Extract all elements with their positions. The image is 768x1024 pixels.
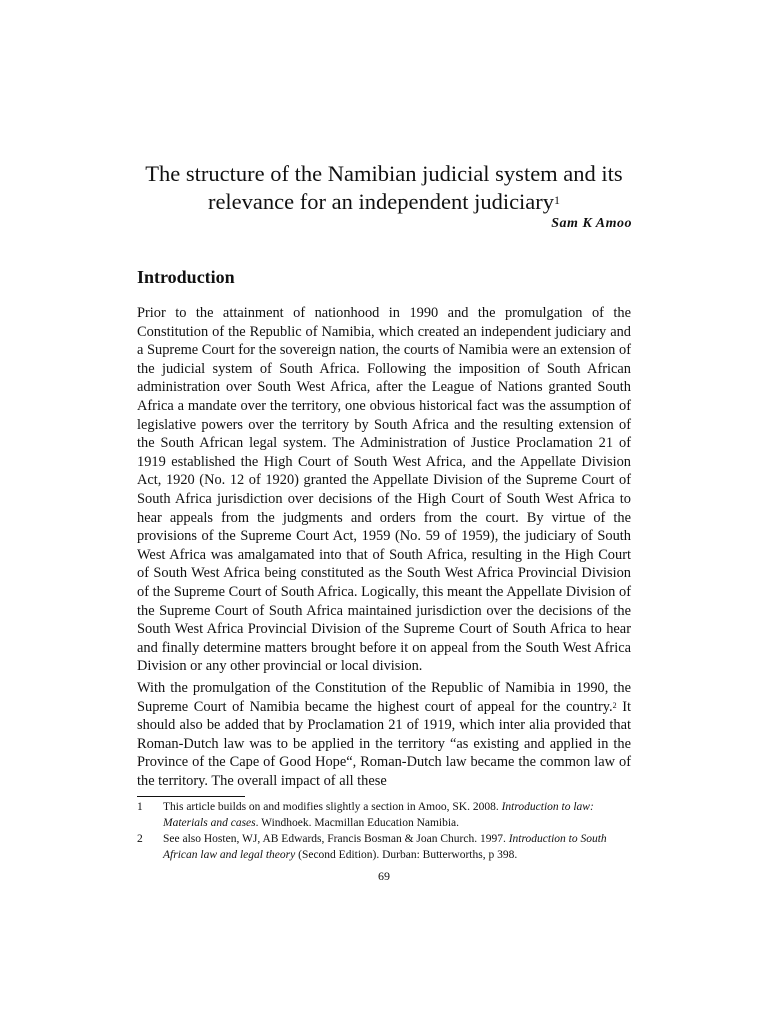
- footnote-text: [163, 832, 631, 863]
- title-footnote-ref[interactable]: 1: [554, 193, 561, 207]
- footnote-divider: [137, 796, 245, 797]
- footnote-1: [137, 800, 631, 831]
- footnote-book-title: Introduction to South African law and legal theory: [163, 833, 607, 861]
- paragraph-2-part-2: It should also be added that by Proclamation 21 of 1919, which inter alia provided that Roman-Dutch law was to be applied in the territory “as existing and applied in the Province of the Cape of Good Hope“, Roman-Dutch law became the common law of the territory. The overall impact of all these: [137, 698, 631, 789]
- footnote-2: [137, 832, 631, 863]
- section-heading: Introduction: [137, 267, 235, 287]
- footnote-text-part: This article builds on and modifies slightly a section in Amoo, SK. 2008.: [163, 801, 502, 813]
- paragraph-2-part-1: With the promulgation of the Constitution of the Republic of Namibia in 1990, the Supreme Court of Namibia became the highest court of appeal for the country.: [137, 680, 631, 715]
- footnote-text-part: See also Hosten, WJ, AB Edwards, Francis Bosman & Joan Church. 1997.: [163, 833, 509, 845]
- paragraph-2: [137, 679, 631, 791]
- article-title: [120, 160, 648, 216]
- footnote-text: [163, 800, 631, 831]
- author-name: Sam K Amoo: [551, 216, 632, 231]
- page-number: 69: [378, 869, 390, 883]
- footnote-text-part: . Windhoek. Macmillan Education Namibia.: [255, 816, 460, 829]
- title-line-1: The structure of the Namibian judicial system and its: [145, 161, 623, 186]
- footnote-ref-2[interactable]: 2: [612, 700, 617, 710]
- footnote-number: 1: [137, 801, 143, 813]
- title-line-2: relevance for an independent judiciary: [207, 189, 555, 214]
- footnote-number: 2: [137, 833, 143, 845]
- footnote-text-part: (Second Edition). Durban: Butterworths, p 398.: [295, 848, 518, 861]
- footnote-book-title: Introduction to law: Materials and cases: [163, 801, 594, 829]
- paragraph-1: Prior to the attainment of nationhood in 1990 and the promulgation of the Constitution of the Republic of Namibia, which created an independent judiciary and a Supreme Court for the sovereign nation, the courts of Namibia were an extension of the judicial system of South Africa. Following the imposition of South African administration over South West Africa, after the League of Nations granted South Africa a mandate over the territory, one obvious historical fact was the assumption of legislative powers over the territory by South Africa and the resulting extension of the South African legal system. The Administration of Justice Proclamation 21 of 1919 established the High Court of South West Africa, and the Appellate Division Act, 1920 (No. 12 of 1920) granted the Appellate Division of the Supreme Court of South Africa jurisdiction over decisions of the High Court of South West Africa to hear appeals from the judgments and orders from the court. By virtue of the provisions of the Supreme Court Act, 1959 (No. 59 of 1959), the judiciary of South West Africa was amalgamated into that of South Africa, resulting in the High Court of South West Africa being constituted as the South West Africa Provincial Division of the Supreme Court of South Africa. Logically, this meant the Appellate Division of the Supreme Court of South Africa maintained jurisdiction over the decisions of the South West Africa Provincial Division of the Supreme Court of South Africa to hear and finally determine matters brought before it on appeal from the South West Africa Division or any other provincial or local division.: [137, 305, 631, 675]
